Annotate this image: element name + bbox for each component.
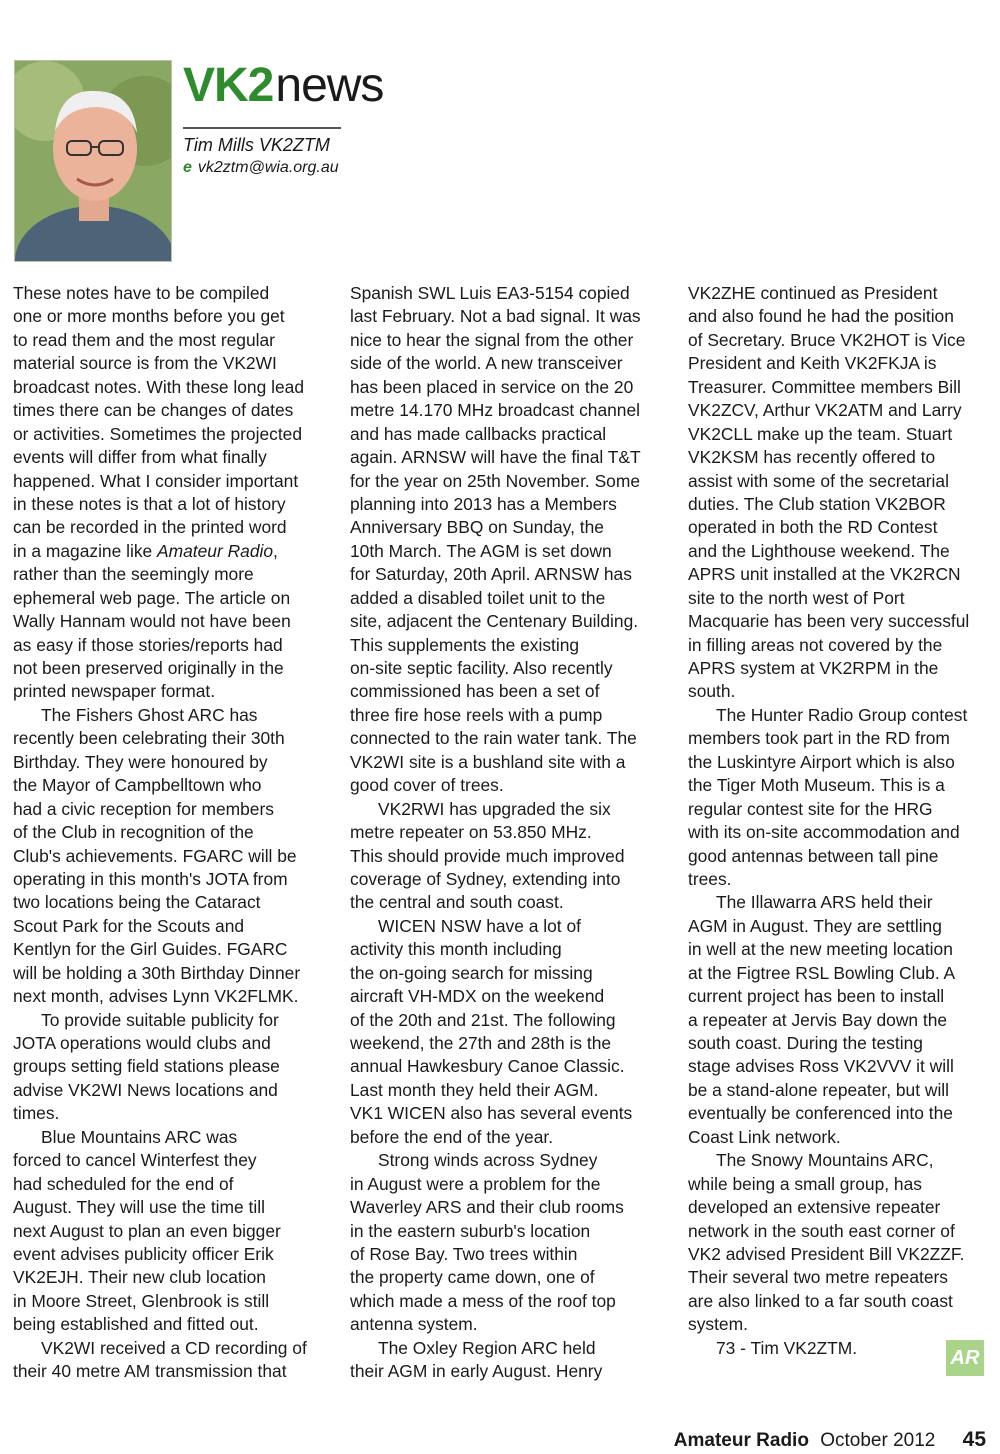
- article-line: in these notes is that a lot of history: [13, 493, 286, 514]
- footer-issue: October 2012: [820, 1430, 936, 1451]
- article-line: VK2WI site is a bushland site with a: [350, 751, 626, 772]
- article-line: again. ARNSW will have the final T&T: [350, 447, 641, 468]
- article-line: are also linked to a far south coast: [688, 1290, 953, 1311]
- article-line: Strong winds across Sydney: [378, 1150, 598, 1171]
- article-line: as easy if those stories/reports had: [13, 634, 283, 655]
- article-line: These notes have to be compiled: [13, 283, 270, 303]
- article-line: times.: [13, 1103, 60, 1124]
- article-line: and the Lighthouse weekend. The: [688, 540, 950, 561]
- article-line: The Hunter Radio Group contest: [716, 704, 968, 725]
- title-light: news: [275, 59, 384, 112]
- article-line: Last month they held their AGM.: [350, 1079, 599, 1100]
- article-line: antenna system.: [350, 1314, 478, 1335]
- article-line: with its on-site accommodation and: [688, 822, 960, 843]
- article-line: aircraft VH-MDX on the weekend: [350, 986, 605, 1007]
- article-line: Their several two metre repeaters: [688, 1267, 948, 1288]
- page-number: 45: [962, 1428, 986, 1451]
- article-line: 73 - Tim VK2ZTM.: [716, 1337, 858, 1358]
- article-line: being established and fitted out.: [13, 1314, 259, 1335]
- article-line: Coast Link network.: [688, 1126, 841, 1147]
- article-line: be a stand-alone repeater, but will: [688, 1079, 950, 1100]
- article-line: printed newspaper format.: [13, 681, 216, 702]
- article-line: Kentlyn for the Girl Guides. FGARC: [13, 939, 288, 960]
- article-line: south coast. During the testing: [688, 1033, 923, 1053]
- article-line: activity this month including: [350, 939, 562, 960]
- article-line: APRS unit installed at the VK2RCN: [688, 564, 961, 585]
- article-line: VK1 WICEN also has several events: [350, 1103, 633, 1124]
- article-line: will be holding a 30th Birthday Dinner: [13, 962, 301, 983]
- article-line: next August to plan an even bigger: [13, 1220, 281, 1241]
- article-line: Blue Mountains ARC was: [41, 1126, 238, 1147]
- article-line: Anniversary BBQ on Sunday, the: [350, 517, 604, 538]
- article-line: of Secretary. Bruce VK2HOT is Vice: [688, 329, 966, 350]
- article-line: side of the world. A new transceiver: [350, 353, 623, 374]
- article-line: and has made callbacks practical: [350, 423, 607, 444]
- article-line: times there can be changes of dates: [13, 400, 294, 421]
- article-line: in a magazine like Amateur Radio,: [13, 540, 278, 561]
- article-line: operated in both the RD Contest: [688, 517, 938, 538]
- article-line: August. They will use the time till: [13, 1197, 265, 1218]
- article-line: events will differ from what finally: [13, 447, 267, 468]
- article-line: the Mayor of Campbelltown who: [13, 775, 262, 796]
- article-line: added a disabled toilet unit to the: [350, 587, 606, 608]
- article-line: annual Hawkesbury Canoe Classic.: [350, 1056, 625, 1077]
- article-line: at the Figtree RSL Bowling Club. A: [688, 962, 956, 983]
- article-line: of Rose Bay. Two trees within: [350, 1243, 578, 1264]
- article-line: groups setting field stations please: [13, 1056, 280, 1077]
- article-line: eventually be conferenced into the: [688, 1103, 953, 1124]
- article-line: last February. Not a bad signal. It was: [350, 306, 641, 327]
- article-line: metre 14.170 MHz broadcast channel: [350, 400, 641, 421]
- article-line: duties. The Club station VK2BOR: [688, 493, 946, 514]
- article-line: system.: [688, 1314, 748, 1335]
- article-line: of the Club in recognition of the: [13, 822, 254, 843]
- title-bold: VK2: [183, 59, 274, 112]
- article-line: had scheduled for the end of: [13, 1173, 234, 1194]
- article-line: VK2ZHE continued as President: [688, 283, 938, 303]
- article-line: JOTA operations would clubs and: [13, 1033, 271, 1053]
- article-line: good antennas between tall pine: [688, 845, 939, 866]
- article-line: site, adjacent the Centenary Building.: [350, 611, 639, 632]
- article-line: President and Keith VK2FKJA is: [688, 353, 937, 374]
- article-line: forced to cancel Winterfest they: [13, 1150, 257, 1171]
- article-line: Birthday. They were honoured by: [13, 751, 268, 772]
- article-line: Spanish SWL Luis EA3-5154 copied: [350, 283, 630, 303]
- article-line: in well at the new meeting location: [688, 939, 953, 960]
- article-line: material source is from the VK2WI: [13, 353, 277, 374]
- article-line: weekend, the 27th and 28th is the: [350, 1033, 612, 1053]
- email-address[interactable]: vk2ztm@wia.org.au: [197, 159, 339, 176]
- article-column-3: [688, 282, 993, 1360]
- article-line: broadcast notes. With these long lead: [13, 376, 304, 397]
- article-line: to read them and the most regular: [13, 329, 275, 350]
- article-line: before the end of the year.: [350, 1126, 554, 1147]
- article-line: rather than the seemingly more: [13, 564, 254, 585]
- article-line: which made a mess of the roof top: [350, 1290, 616, 1311]
- article-line: nice to hear the signal from the other: [350, 329, 634, 350]
- article-line: VK2ZCV, Arthur VK2ATM and Larry: [688, 400, 962, 421]
- article-line: of the 20th and 21st. The following: [350, 1009, 616, 1030]
- author-photo: [14, 60, 172, 262]
- author-email: [183, 159, 339, 177]
- article-line: south.: [688, 681, 736, 702]
- article-line: on-site septic facility. Also recently: [350, 658, 613, 678]
- article-line: VK2KSM has recently offered to: [688, 447, 936, 468]
- article-line: can be recorded in the printed word: [13, 517, 287, 538]
- article-line: Scout Park for the Scouts and: [13, 915, 245, 936]
- author-name: Tim Mills VK2ZTM: [183, 135, 330, 155]
- article-line: stage advises Ross VK2VVV it will: [688, 1056, 954, 1077]
- article-line: their 40 metre AM transmission that: [13, 1361, 287, 1382]
- article-line: Wally Hannam would not have been: [13, 611, 291, 632]
- article-line: VK2 advised President Bill VK2ZZF.: [688, 1243, 965, 1264]
- article-line: network in the south east corner of: [688, 1220, 955, 1241]
- article-line: developed an extensive repeater: [688, 1197, 941, 1218]
- article-line: the Tiger Moth Museum. This is a: [688, 775, 945, 796]
- article-line: 10th March. The AGM is set down: [350, 540, 612, 561]
- page-footer: [674, 1428, 986, 1452]
- article-line: and also found he had the position: [688, 306, 954, 327]
- article-line: event advises publicity officer Erik: [13, 1243, 274, 1264]
- article-line: members took part in the RD from: [688, 728, 950, 749]
- article-line: To provide suitable publicity for: [41, 1009, 279, 1030]
- article-line: the Luskintyre Airport which is also: [688, 751, 955, 772]
- article-line: a repeater at Jervis Bay down the: [688, 1009, 948, 1030]
- article-line: has been placed in service on the 20: [350, 376, 634, 397]
- article-line: not been preserved originally in the: [13, 658, 284, 678]
- article-line: Waverley ARS and their club rooms: [350, 1197, 624, 1218]
- article-line: in Moore Street, Glenbrook is still: [13, 1290, 270, 1311]
- title-divider: [183, 127, 341, 129]
- article-line: the on-going search for missing: [350, 962, 593, 983]
- article-line: the central and south coast.: [350, 892, 564, 913]
- article-line: two locations being the Cataract: [13, 892, 261, 913]
- article-line: site to the north west of Port: [688, 587, 905, 608]
- article-line: The Fishers Ghost ARC has: [41, 704, 258, 725]
- article-line: Club's achievements. FGARC will be: [13, 845, 297, 866]
- article-line: or activities. Sometimes the projected: [13, 423, 303, 444]
- article-line: in the eastern suburb's location: [350, 1220, 591, 1241]
- article-line: metre repeater on 53.850 MHz.: [350, 822, 592, 843]
- article-line: while being a small group, has: [688, 1173, 922, 1194]
- section-title: [183, 58, 383, 118]
- article-line: commissioned has been a set of: [350, 681, 600, 702]
- article-line: for Saturday, 20th April. ARNSW has: [350, 564, 632, 585]
- article-line: APRS system at VK2RPM in the: [688, 658, 939, 678]
- article-line: The Snowy Mountains ARC,: [716, 1150, 934, 1171]
- article-line: assist with some of the secretarial: [688, 470, 949, 491]
- article-line: AGM in August. They are settling: [688, 915, 942, 936]
- article-column-2: [350, 282, 660, 1384]
- article-line: had a civic reception for members: [13, 798, 274, 819]
- article-line: happened. What I consider important: [13, 470, 299, 491]
- article-line: one or more months before you get: [13, 306, 285, 327]
- article-line: operating in this month's JOTA from: [13, 868, 288, 889]
- article-line: This should provide much improved: [350, 845, 625, 866]
- article-line: good cover of trees.: [350, 775, 504, 796]
- footer-magazine: Amateur Radio: [673, 1430, 809, 1451]
- article-column-1: [13, 282, 323, 1384]
- article-line: next month, advises Lynn VK2FLMK.: [13, 986, 299, 1007]
- article-line: in filling areas not covered by the: [688, 634, 943, 655]
- article-line: coverage of Sydney, extending into: [350, 868, 621, 889]
- article-line: advise VK2WI News locations and: [13, 1079, 278, 1100]
- article-line: the property came down, one of: [350, 1267, 595, 1288]
- article-line: VK2RWI has upgraded the six: [378, 798, 611, 819]
- article-line: regular contest site for the HRG: [688, 798, 933, 819]
- article-line: recently been celebrating their 30th: [13, 728, 285, 749]
- article-line: VK2EJH. Their new club location: [13, 1267, 266, 1288]
- article-line: in August were a problem for the: [350, 1173, 601, 1194]
- article-line: their AGM in early August. Henry: [350, 1361, 603, 1382]
- article-line: three fire hose reels with a pump: [350, 704, 603, 725]
- article-line: The Illawarra ARS held their: [716, 892, 933, 913]
- article-line: connected to the rain water tank. The: [350, 728, 637, 749]
- article-line: VK2CLL make up the team. Stuart: [688, 423, 953, 444]
- article-line: trees.: [688, 868, 732, 889]
- article-line: This supplements the existing: [350, 634, 580, 655]
- article-line: VK2WI received a CD recording of: [41, 1337, 307, 1358]
- ar-logo-icon: AR: [946, 1340, 984, 1376]
- article-line: WICEN NSW have a lot of: [378, 915, 581, 936]
- email-prefix: e: [183, 159, 192, 176]
- article-line: for the year on 25th November. Some: [350, 470, 641, 491]
- article-line: The Oxley Region ARC held: [378, 1337, 596, 1358]
- article-line: ephemeral web page. The article on: [13, 587, 291, 608]
- article-line: current project has been to install: [688, 986, 945, 1007]
- article-line: planning into 2013 has a Members: [350, 493, 617, 514]
- article-line: Treasurer. Committee members Bill: [688, 376, 961, 397]
- article-line: Macquarie has been very successful: [688, 611, 970, 632]
